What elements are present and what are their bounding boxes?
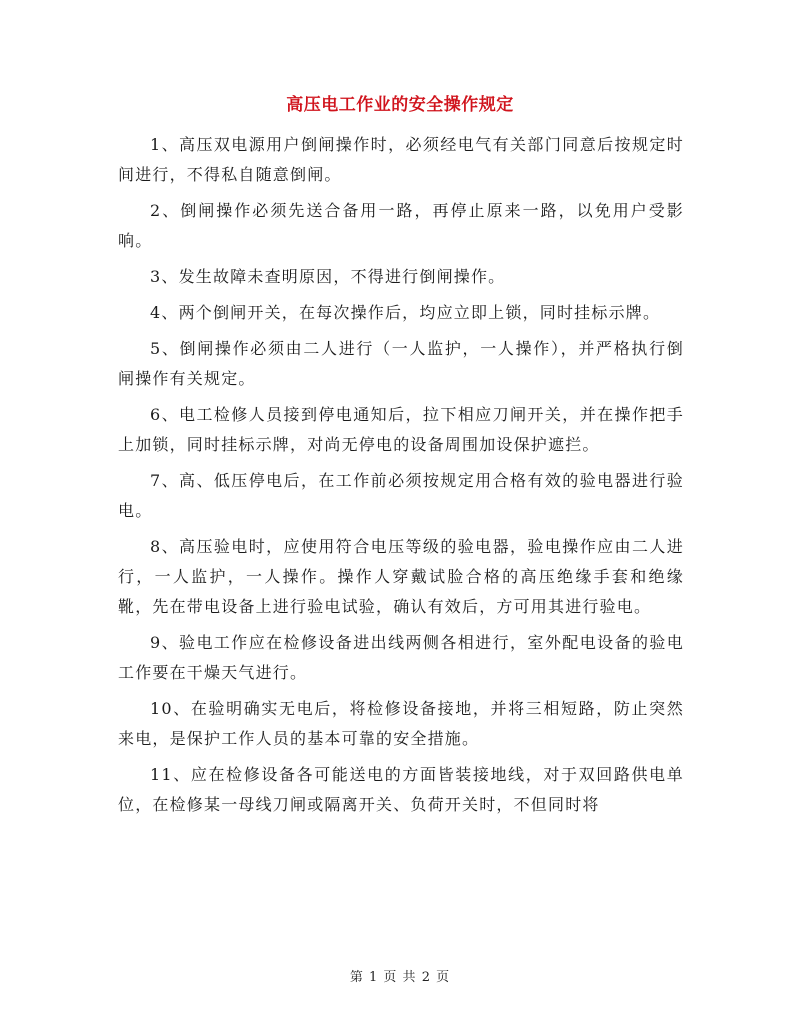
paragraph-2: 2、倒闸操作必须先送合备用一路，再停止原来一路，以免用户受影响。 [118, 201, 684, 250]
document-title: 高压电工作业的安全操作规定 [286, 95, 514, 115]
paragraph-4: 4、两个倒闸开关，在每次操作后，均应立即上锁，同时挂标示牌。 [150, 303, 661, 322]
paragraph-5: 5、倒闸操作必须由二人进行（一人监护，一人操作），并严格执行倒闸操作有关规定。 [118, 339, 684, 388]
paragraph-1: 1、高压双电源用户倒闸操作时，必须经电气有关部门同意后按规定时间进行，不得私自随意倒闸。 [118, 135, 684, 184]
document-body [118, 130, 684, 826]
paragraph-8: 8、高压验电时，应使用符合电压等级的验电器，验电操作应由二人进行，一人监护，一人操作。操作人穿戴试脸合格的高压绝缘手套和绝缘靴，先在带电设备上进行验电试验，确认有效后，方可用其进行验电。 [118, 537, 684, 616]
paragraph-11: 11、应在检修设备各可能送电的方面皆装接地线，对于双回路供电单位，在检修某一母线刀闸或隔离开关、负荷开关时，不但同时将 [118, 765, 684, 814]
paragraph-6: 6、电工检修人员接到停电通知后，拉下相应刀闸开关，并在操作把手上加锁，同时挂标示牌，对尚无停电的设备周围加设保护遮拦。 [118, 405, 684, 454]
paragraph-7: 7、高、低压停电后，在工作前必须按规定用合格有效的验电器进行验电。 [118, 471, 684, 520]
paragraph-10: 10、在验明确实无电后，将检修设备接地，并将三相短路，防止突然来电，是保护工作人员的基本可靠的安全措施。 [118, 699, 684, 748]
paragraph-9: 9、验电工作应在检修设备进出线两侧各相进行，室外配电设备的验电工作要在干燥天气进行。 [118, 633, 684, 682]
page-number-footer: 第 1 页 共 2 页 [349, 970, 451, 985]
paragraph-3: 3、发生故障未查明原因，不得进行倒闸操作。 [150, 267, 506, 286]
